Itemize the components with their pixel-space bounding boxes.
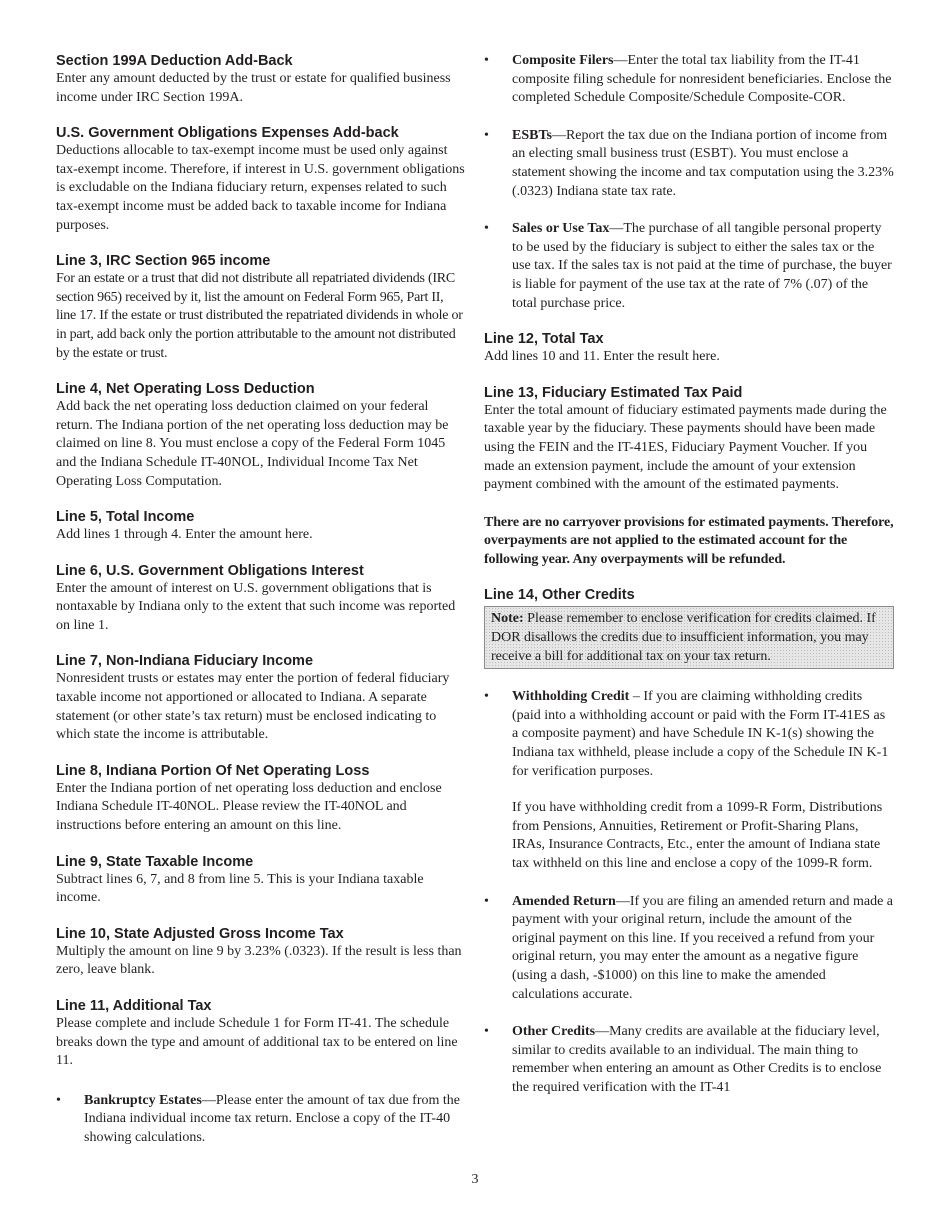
section-heading: Line 12, Total Tax (484, 331, 604, 348)
bullet-dot: • (484, 689, 489, 705)
section-body: Add lines 1 through 4. Enter the amount here. (56, 527, 313, 543)
bullet-text: —Please enter the amount of tax due from the Indiana individual income tax return. Enclose a copy of the IT-40 showing calculations. (84, 1092, 460, 1145)
bullet-body (512, 688, 894, 781)
section-heading: Line 14, Other Credits (484, 587, 635, 604)
bullet-text: —The purchase of all tangible personal property to be used by the fiduciary is subject to either the sales tax or the use tax. If the sales tax is not paid at the time of purchase, the buyer is liable for payment of the use tax at the rate of 7% (.07) of the total purchase price. (512, 221, 892, 311)
section-usgov-expenses (56, 124, 466, 235)
section-heading: Line 4, Net Operating Loss Deduction (56, 381, 315, 398)
section-body: For an estate or a trust that did not distribute all repatriated dividends (IRC section 965) received by it, list the amount on Federal Form 965, Part II, line 17. If the estate or trust distributed the repatriated dividends in whole or in part, add back only the portion attributable to the amount not distributed by the estate or trust. (56, 271, 463, 361)
section-line11 (56, 997, 466, 1071)
bullet-bankruptcy-estates (56, 1092, 466, 1148)
section-line9 (56, 853, 466, 908)
bullet-term: Composite Filers (512, 53, 614, 68)
section-body: Subtract lines 6, 7, and 8 from line 5. This is your Indiana taxable income. (56, 871, 424, 906)
bullet-other-credits (484, 1023, 894, 1097)
section-body: Enter the Indiana portion of net operating loss deduction and enclose Indiana Schedule IT-40NOL. Please review the IT-40NOL and instructions before entering an amount on this line. (56, 780, 442, 834)
section-line7 (56, 652, 466, 744)
bullet-composite-filers (484, 52, 894, 108)
bullet-body (512, 52, 894, 108)
section-body: Please complete and include Schedule 1 for Form IT-41. The schedule breaks down the type and amount of additional tax to be entered on line 11. (56, 1016, 458, 1069)
bullet-text: —Enter the total tax liability from the IT-41 composite filing schedule for nonresident beneficiaries. Enclose the completed Schedule Composite/Schedule Composite-COR. (512, 53, 892, 106)
section-heading: Line 9, State Taxable Income (56, 853, 254, 870)
bullet-followup: If you have withholding credit from a 1099-R Form, Distributions from Pensions, Annuities, Retirement or Profit-Sharing Plans, IRAs, Insurance Contracts, Etc., enter the amount of Indiana state tax withheld on this line and enclose a copy of the 1099-R form. (512, 800, 883, 871)
bullet-term: Withholding Credit (512, 689, 630, 705)
carryover-notice: There are no carryover provisions for estimated payments. Therefore, overpayments are not applied to the estimated account for the following year. Any overpayments will be refunded. (484, 514, 894, 567)
section-body: Add back the net operating loss deduction claimed on your federal return. The Indiana portion of the net operating loss deduction may be claimed on line 8. You must enclose a copy of the Federal Form 1045 and the Indiana Schedule IT-40NOL, Individual Income Tax Net Operating Loss Computation. (56, 399, 449, 489)
section-line4 (56, 380, 466, 491)
bullet-term: Bankruptcy Estates (84, 1092, 202, 1108)
section-line6 (56, 562, 466, 636)
section-line12 (484, 330, 894, 367)
bullet-dot: • (484, 221, 489, 237)
bullet-withholding-credit (484, 688, 894, 873)
note-body (491, 610, 887, 666)
section-body: Add lines 10 and 11. Enter the result here. (484, 349, 720, 365)
bullet-dot: • (484, 127, 489, 143)
bullet-dot: • (56, 1092, 61, 1108)
section-line5 (56, 508, 466, 545)
bullet-body (84, 1092, 466, 1148)
section-body: Nonresident trusts or estates may enter the portion of federal fiduciary taxable income not apportioned or allocated to Indiana. A separate statement (or other state’s tax return) must be enclosed indicating to which state the income is attributable. (56, 671, 450, 743)
bullet-dot: • (484, 53, 489, 68)
section-heading: U.S. Government Obligations Expenses Add-back (56, 125, 399, 142)
section-heading: Section 199A Deduction Add-Back (56, 53, 293, 69)
bullet-text: —If you are filing an amended return and made a payment with your original return, include the amount of the original payment on this line. If you received a refund from your original return, you may enter the amount as a negative figure (using a dash, -$1000) on this line to make the amended calculations accurate. (512, 893, 894, 1002)
section-line3 (56, 252, 466, 363)
bullet-body (512, 220, 894, 313)
section-heading: Line 11, Additional Tax (56, 998, 212, 1014)
bullet-text: – If you are claiming withholding credits (paid into a withholding account or paid with the Form IT-41ES as a composite payment) and have Schedule IN K-1(s) showing the Indiana tax withheld, please include a copy of the Schedule IN K-1 for verification purposes. (512, 689, 889, 779)
bullet-body (512, 1023, 894, 1097)
right-column (484, 52, 894, 1098)
section-heading: Line 3, IRC Section 965 income (56, 253, 271, 270)
section-199a (56, 52, 466, 107)
bullet-term: ESBTs (512, 127, 552, 143)
bullet-term: Sales or Use Tax (512, 221, 610, 237)
section-line8 (56, 762, 466, 836)
bullet-term: Amended Return (512, 893, 616, 909)
section-heading: Line 5, Total Income (56, 509, 195, 526)
bullet-body (512, 893, 894, 1005)
bullet-esbts (484, 127, 894, 201)
bullet-body (512, 127, 894, 201)
section-body: Enter any amount deducted by the trust or estate for qualified business income under IRC Section 199A. (56, 71, 451, 105)
bullet-sales-use-tax (484, 220, 894, 313)
bullet-dot: • (484, 893, 489, 909)
section-body: Multiply the amount on line 9 by 3.23% (.0323). If the result is less than zero, leave blank. (56, 943, 462, 978)
note-box (484, 606, 894, 669)
note-label: Note: (491, 611, 524, 627)
bullet-text: —Many credits are available at the fiduciary level, similar to credits available to an individual. The main thing to remember when entering an amount as Other Credits is to enclose the required verification with the IT-41 (512, 1024, 882, 1095)
note-text: Please remember to enclose verification for credits claimed. If DOR disallows the credits due to insufficient information, you may receive a bill for additional tax on your tax return. (491, 611, 876, 664)
section-body: Enter the total amount of fiduciary estimated payments made during the taxable year by the fiduciary. These payments should have been made using the FEIN and the IT-41ES, Fiduciary Payment Voucher. If you made an extension payment, include the amount of your extension payment combined with the amount of the estimated payments. (484, 402, 887, 493)
bullet-term: Other Credits (512, 1024, 596, 1040)
section-heading: Line 6, U.S. Government Obligations Interest (56, 562, 364, 579)
section-heading: Line 8, Indiana Portion Of Net Operating Loss (56, 762, 370, 779)
section-line13 (484, 384, 894, 495)
page-number: 3 (471, 1172, 479, 1187)
bullet-dot: • (484, 1024, 489, 1040)
section-body: Deductions allocable to tax-exempt income must be used only against tax-exempt income. Therefore, if interest in U.S. government obligations is excludable on the Indiana fiduciary return, expenses related to such tax-exempt income must be added back to taxable income for Indiana purposes. (56, 143, 465, 233)
bullet-amended-return (484, 893, 894, 1005)
left-column (56, 52, 466, 1148)
section-heading: Line 13, Fiduciary Estimated Tax Paid (484, 384, 743, 401)
bullet-text: —Report the tax due on the Indiana portion of income from an electing small business trust (ESBT). You must enclose a statement showing the income and tax computation using the 3.23% (.0323) Indiana state tax rate. (512, 127, 894, 199)
section-heading: Line 7, Non-Indiana Fiduciary Income (56, 653, 314, 670)
section-line14 (484, 586, 894, 669)
section-heading: Line 10, State Adjusted Gross Income Tax (56, 925, 344, 942)
section-line10 (56, 925, 466, 980)
section-body: Enter the amount of interest on U.S. government obligations that is nontaxable by Indiana only to the extent that such income was reported on line 1. (56, 580, 456, 633)
